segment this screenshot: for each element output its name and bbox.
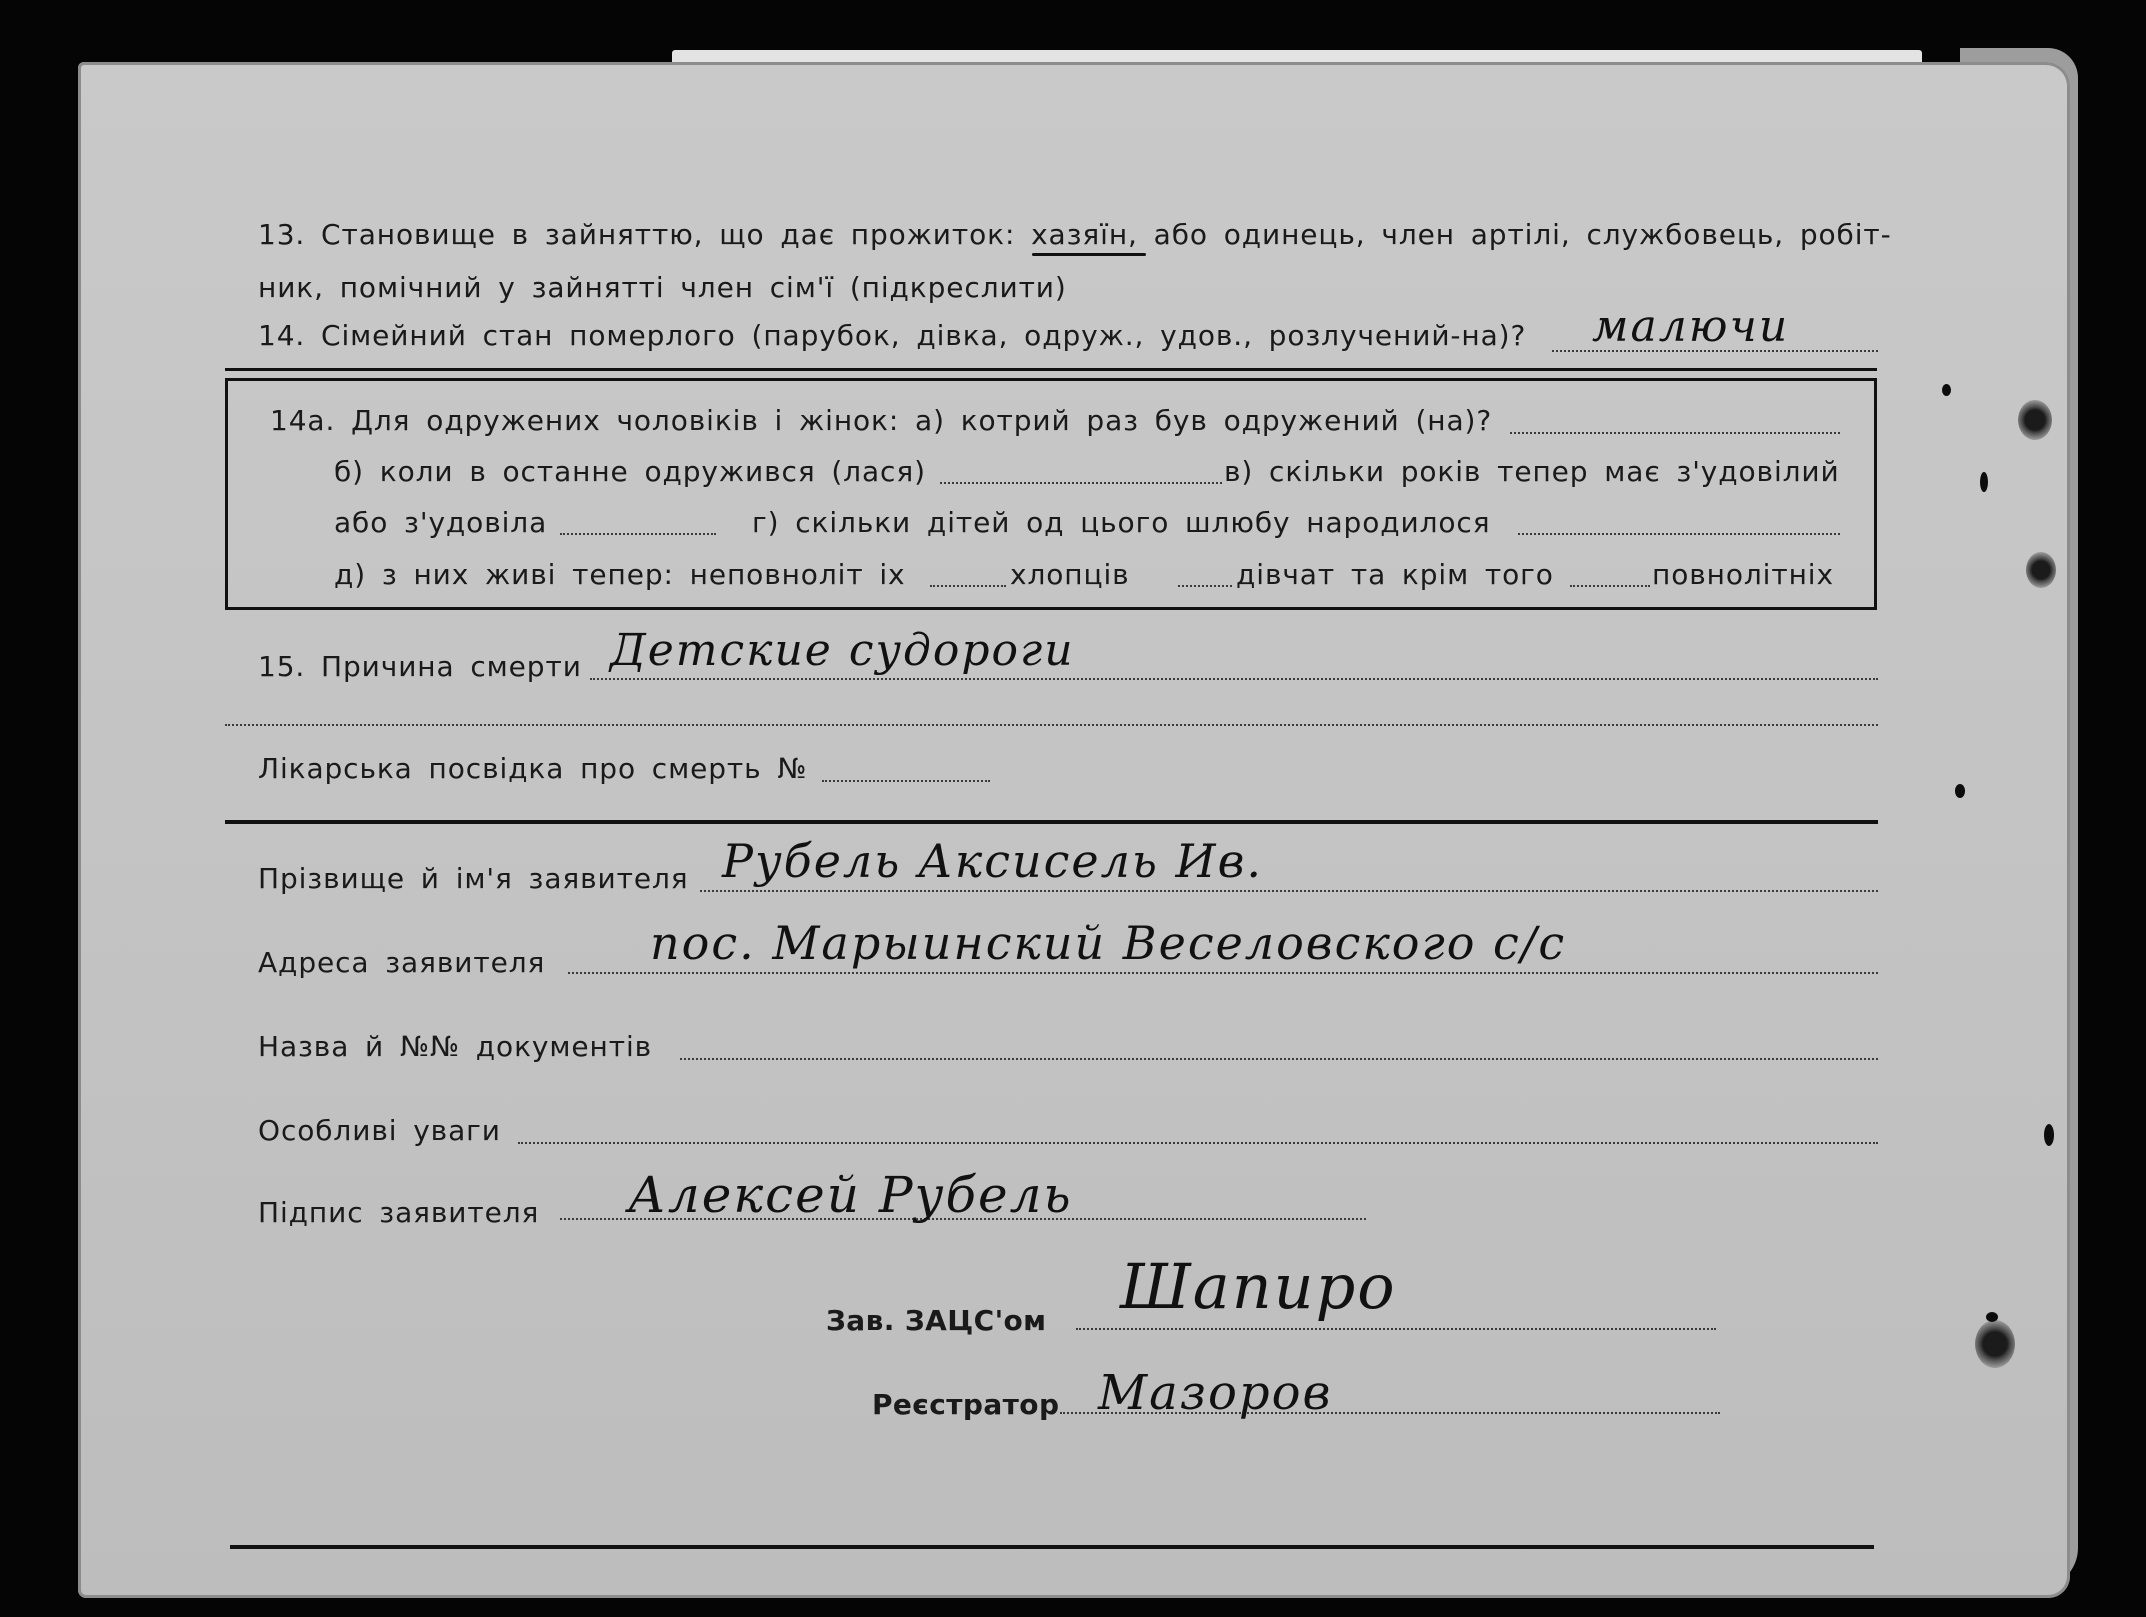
- q15-label: 15. Причина смерти: [258, 650, 582, 683]
- q14-answer: малючи: [1592, 301, 1790, 352]
- applicant-name-label: Прізвище й ім'я заявителя: [258, 862, 689, 895]
- section-rule: [225, 820, 1878, 824]
- notes-label: Особливі уваги: [258, 1114, 501, 1147]
- speck: [1942, 384, 1951, 396]
- q14a-line2-blank: [940, 482, 1222, 484]
- q14a-line1-blank: [1510, 432, 1840, 434]
- punch-hole: [2026, 552, 2056, 588]
- registrar-signature: Мазоров: [1098, 1365, 1333, 1421]
- q14-bottom-rule: [225, 368, 1877, 371]
- q14a-line4-d: повнолітніх: [1652, 558, 1834, 591]
- q14a-line2-b: в) скільки років тепер має з'удовілий: [1224, 455, 1840, 488]
- head-zags-line: [1076, 1328, 1716, 1330]
- speck: [1980, 472, 1988, 492]
- q15-answer: Детские судороги: [610, 625, 1075, 676]
- q14a-line3-blank2: [1518, 533, 1840, 535]
- applicant-signature: Алексей Рубель: [628, 1166, 1073, 1224]
- speck: [1955, 784, 1965, 798]
- applicant-name-line: [700, 890, 1878, 892]
- q14a-line3-blank1: [560, 533, 716, 535]
- q14a-line2-a: б) коли в останне одружився (лася): [334, 455, 926, 488]
- q14a-line1: 14а. Для одружених чоловіків і жінок: а) котрий раз був одружений (на)?: [270, 404, 1493, 437]
- applicant-name-answer: Рубель Аксисель Ив.: [722, 834, 1264, 888]
- applicant-address-line: [568, 972, 1878, 974]
- q14a-line4-blank1: [930, 585, 1006, 587]
- documents-label: Назва й №№ документів: [258, 1030, 653, 1063]
- notes-line: [518, 1142, 1878, 1144]
- q15-answer-line: [590, 678, 1878, 680]
- documents-line: [680, 1058, 1878, 1060]
- q14a-line3-b: г) скільки дітей од цього шлюбу народилося: [752, 506, 1491, 539]
- q14a-line4-blank2: [1178, 585, 1232, 587]
- head-zags-signature: Шапиро: [1120, 1250, 1397, 1323]
- q15-second-line: [225, 724, 1878, 726]
- registrar-label: Реєстратор: [872, 1388, 1060, 1421]
- q14a-line3-a: або з'удовіла: [334, 506, 548, 539]
- speck: [2044, 1124, 2054, 1146]
- bottom-rule: [230, 1545, 1874, 1549]
- punch-hole: [1975, 1320, 2015, 1368]
- applicant-address-label: Адреса заявителя: [258, 946, 546, 979]
- medical-certificate-blank: [822, 780, 990, 782]
- q13-line1: 13. Становище в зайняттю, що дає прожиток: хазяїн, або одинець, член артілі, службовець, робіт-: [258, 218, 1892, 251]
- punch-hole: [2018, 400, 2052, 440]
- hazyain-underline: [1032, 253, 1146, 256]
- q14a-line4-c: дівчат та крім того: [1236, 558, 1554, 591]
- q14a-line4-blank3: [1570, 585, 1650, 587]
- applicant-address-answer: пос. Марыинский Веселовского с/с: [650, 916, 1567, 970]
- applicant-signature-label: Підпис заявителя: [258, 1196, 540, 1229]
- q14-label: 14. Сімейний стан померлого (парубок, дівка, одруж., удов., розлучений-на)?: [258, 319, 1527, 352]
- speck: [1986, 1312, 1998, 1322]
- head-zags-label: Зав. ЗАЦС'ом: [826, 1304, 1047, 1337]
- medical-certificate-label: Лікарська посвідка про смерть №: [258, 752, 808, 785]
- q14a-line4-b: хлопців: [1010, 558, 1130, 591]
- q14a-line4-a: д) з них живі тепер: неповноліт іх: [334, 558, 906, 591]
- q13-line2: ник, помічний у зайнятті член сім'ї (підкреслити): [258, 271, 1067, 304]
